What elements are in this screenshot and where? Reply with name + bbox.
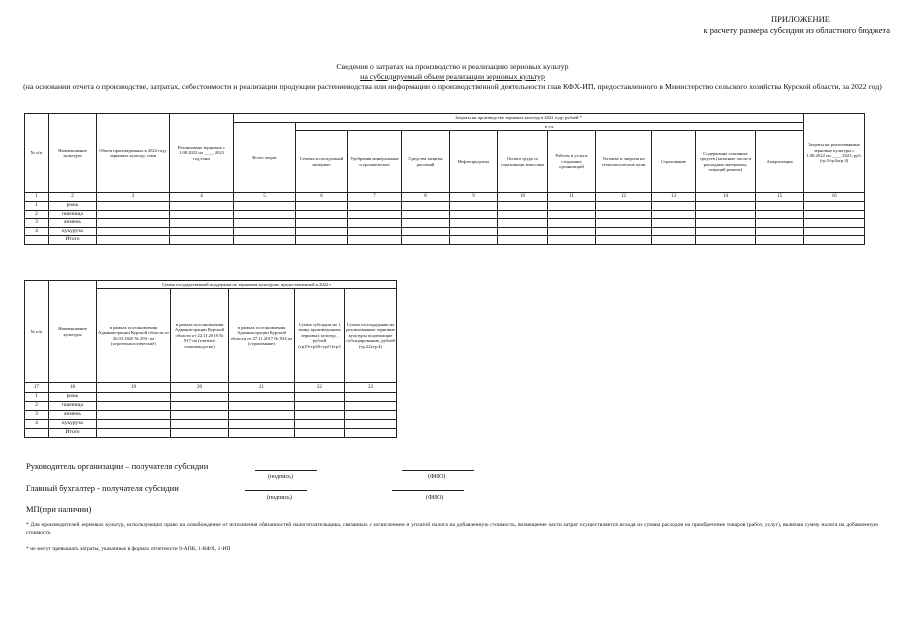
cell[interactable] [97,429,171,438]
col-header-seeds: Семена и посадочный материал [296,131,348,193]
footnote-limit: * не могут превышать затраты, указанные в формах отчетности 9-АПК, 1-КФХ, 1-ИП [26,546,231,552]
table-row [25,202,865,211]
col-number: 21 [229,383,295,393]
col-header-oil: Нефтепродукты [450,131,498,193]
cell[interactable] [450,202,498,211]
cell[interactable] [348,236,402,245]
cell[interactable] [596,227,652,236]
table-row [25,219,865,228]
col-number: 18 [49,383,97,393]
cell[interactable] [229,402,295,411]
cell[interactable] [804,219,865,228]
col-number: 12 [596,193,652,202]
col-header-total: Всего затрат [234,123,296,193]
row-crop-name: рожь [49,393,97,402]
cell[interactable] [170,236,234,245]
cell[interactable] [234,236,296,245]
cell[interactable] [498,202,548,211]
cell[interactable] [402,219,450,228]
cell[interactable] [295,429,345,438]
row-crop-name: пшеница [49,210,97,219]
cell[interactable] [234,202,296,211]
cell[interactable] [498,219,548,228]
cell[interactable] [345,429,397,438]
cell[interactable] [548,210,596,219]
col-number: 19 [97,383,171,393]
table-row [25,420,397,429]
cell[interactable] [498,210,548,219]
cell[interactable] [97,227,170,236]
col-header-protection: Средства защиты растений [402,131,450,193]
head-signature-label: Руководитель организации – получателя субсидии [26,461,209,471]
col-header-volume: Объем произведенных в 2022 году зерновых культур, тонн [97,114,170,193]
cell[interactable] [804,210,865,219]
column-numbers-row [25,383,397,393]
row-crop-name: пшеница [49,402,97,411]
cell[interactable] [345,393,397,402]
cell[interactable] [170,210,234,219]
cell[interactable] [548,202,596,211]
row-crop-name: ячмень [49,219,97,228]
cell[interactable] [402,202,450,211]
table-row [25,393,397,402]
state-support-table [24,280,397,438]
row-no [25,236,49,245]
table-row [25,210,865,219]
col-header-agrotech: в рамках постановления Администрации Курской области от 26.03.2020 № 293- па (агротехнологические) [97,289,171,383]
cell[interactable] [295,420,345,429]
table-row-total [25,429,397,438]
row-no: 3 [25,219,49,228]
cell[interactable] [97,219,170,228]
sub-header-incl: в т.ч. [296,123,804,131]
col-header-amortization: Амортизация [756,131,804,193]
cell[interactable] [295,393,345,402]
cell[interactable] [652,210,696,219]
col-number: 22 [295,383,345,393]
heading-line-1: Сведения о затратах на производство и реализацию зерновых культур [336,62,569,71]
cell[interactable] [234,219,296,228]
cell[interactable] [652,236,696,245]
cell[interactable] [296,227,348,236]
cell[interactable] [756,227,804,236]
row-crop-name: ячмень [49,411,97,420]
cell[interactable] [171,393,229,402]
head-name-caption: (ФИО) [428,474,446,480]
cell[interactable] [652,227,696,236]
cell[interactable] [171,411,229,420]
table-row [25,411,397,420]
accountant-name-caption: (ФИО) [426,495,444,501]
col-number: 17 [25,383,49,393]
col-number: 14 [696,193,756,202]
accountant-signature-line[interactable] [245,490,307,491]
cell[interactable] [229,420,295,429]
document-heading [20,62,885,92]
cell[interactable] [756,236,804,245]
col-header-no: № п/п [25,281,49,383]
cell[interactable] [548,219,596,228]
cell[interactable] [97,393,171,402]
cell[interactable] [229,411,295,420]
cell[interactable] [348,227,402,236]
row-no: 4 [25,227,49,236]
col-number: 3 [97,193,170,202]
appendix-title: ПРИЛОЖЕНИЕ [771,14,830,24]
cell[interactable] [652,202,696,211]
stamp-label: МП(при наличии) [26,504,92,514]
col-header-maintenance: Содержание основных средств (запасные части и расходные материалы, текущий ремонт) [696,131,756,193]
col-header-sold: Реализовано зерновых с 1.08.2022 по ____ 2023 год,тонн [170,114,234,193]
row-no [25,429,49,438]
cell[interactable] [596,236,652,245]
table-row [25,227,865,236]
head-sign-caption: (подпись) [268,474,293,480]
cell[interactable] [596,219,652,228]
accountant-name-line[interactable] [392,490,464,491]
group-header-costs: Затраты на производство зерновых культур в 2022 году, рублей * [234,114,804,123]
cell[interactable] [402,210,450,219]
heading-line-3: (на основании отчета о производстве, затратах, себестоимости и реализации продукции растениеводства или информации о производственной деятельности глав КФХ-ИП, предоставленного в Министерство сельского хозяйства Курской области, за 2022 год) [23,82,882,91]
cell[interactable] [804,202,865,211]
cell[interactable] [229,429,295,438]
cell[interactable] [345,402,397,411]
cell[interactable] [596,210,652,219]
cell[interactable] [756,210,804,219]
cell[interactable] [295,402,345,411]
column-numbers-row [25,193,865,202]
cell[interactable] [97,420,171,429]
appendix-subtitle: к расчету размера субсидии из областного бюджета [703,25,890,35]
heading-line-2: на субсидируемый объем реализации зерновых культур [360,72,545,81]
row-no: 2 [25,402,49,411]
col-number: 15 [756,193,804,202]
col-number: 11 [548,193,596,202]
row-no: 1 [25,202,49,211]
cell[interactable] [97,202,170,211]
footnote-vat: * Для производителей зерновых культур, использующих право на освобождение от исполнения обязанностей налогоплательщика, связанных с исчислением и уплатой налога на добавленную стоимость, возмещение части затрат осуществляется исходя из суммы расходов на приобретение товаров (работ, услуг), включая сумму налога на добавленную стоимость [26,522,878,536]
cell[interactable] [296,236,348,245]
col-header-fuel: Топливо и энергия на технологические цели [596,131,652,193]
cell[interactable] [345,420,397,429]
col-header-wage: Оплата труда со страховыми взносами [498,131,548,193]
col-header-no: № п/п [25,114,49,193]
cell[interactable] [348,219,402,228]
col-number: 7 [348,193,402,202]
col-number: 4 [170,193,234,202]
col-header-name: Наименование культуры [49,281,97,383]
cell[interactable] [402,227,450,236]
cell[interactable] [498,227,548,236]
head-name-line[interactable] [402,470,474,471]
cell[interactable] [296,202,348,211]
table-row [25,402,397,411]
cell[interactable] [756,219,804,228]
col-header-fertilizers: Удобрения минеральные и органические [348,131,402,193]
col-number: 20 [171,383,229,393]
cell[interactable] [804,236,865,245]
col-header-sold-cost: Затраты на реализованные зерновые культуры с 1.08.2022 по ____ 2023, руб. (гр.5/гр3хгр.4) [804,114,865,193]
col-number: 16 [804,193,865,202]
accountant-signature-label: Главный бухгалтер - получателя субсидии [26,483,179,493]
cell[interactable] [652,219,696,228]
row-crop-name: кукуруза [49,227,97,236]
col-number: 10 [498,193,548,202]
cell[interactable] [696,202,756,211]
head-signature-line[interactable] [255,470,317,471]
cell[interactable] [696,236,756,245]
row-no: 3 [25,411,49,420]
cell[interactable] [229,393,295,402]
cell[interactable] [296,210,348,219]
cell[interactable] [450,219,498,228]
row-crop-name: рожь [49,202,97,211]
col-number: 9 [450,193,498,202]
cell[interactable] [348,210,402,219]
row-no: 4 [25,420,49,429]
costs-table [24,113,865,245]
cell[interactable] [696,227,756,236]
col-header-insurance: в рамках постановления Администрации Курской области от 27.11.2017 № 934 па (страхование) [229,289,295,383]
col-header-support-amount: Сумма господдержки на реализованные зерновые культуры подлежащие субсидированию, рублей (гр.22хгр.4) [345,289,397,383]
cell[interactable] [97,402,171,411]
cell[interactable] [804,227,865,236]
cell[interactable] [345,411,397,420]
col-number: 5 [234,193,296,202]
cell[interactable] [596,202,652,211]
cell[interactable] [450,227,498,236]
cell[interactable] [234,227,296,236]
row-crop-name: кукуруза [49,420,97,429]
cell[interactable] [498,236,548,245]
table-row-total [25,236,865,245]
col-header-elite-seeds: в рамках постановления Администрации Курской области от 22.11.2018 № 917-па (элитное семеноводство) [171,289,229,383]
cell[interactable] [170,219,234,228]
cell[interactable] [450,210,498,219]
cell[interactable] [696,219,756,228]
cell[interactable] [548,227,596,236]
accountant-sign-caption: (подпись) [267,495,292,501]
col-header-subsidy-per-ton: Сумма субсидии на 1 тонну произведенных зерновых культур , рублей (гр19+гр20+гр21)/гр3 [295,289,345,383]
col-number: 13 [652,193,696,202]
cell[interactable] [348,202,402,211]
cell[interactable] [171,402,229,411]
cell[interactable] [170,227,234,236]
cell[interactable] [234,210,296,219]
cell[interactable] [756,202,804,211]
cell[interactable] [171,429,229,438]
cell[interactable] [97,210,170,219]
row-crop-name: Итого [49,236,97,245]
cell[interactable] [450,236,498,245]
col-number: 8 [402,193,450,202]
cell[interactable] [97,236,170,245]
cell[interactable] [295,411,345,420]
row-no: 2 [25,210,49,219]
col-header-name: Наименование культуры [49,114,97,193]
cell[interactable] [402,236,450,245]
col-header-insurance: Страхование [652,131,696,193]
col-number: 23 [345,383,397,393]
group-header-support: Сумма государственной поддержки по зерновым культурам, предоставленной в 2022 г [97,281,397,289]
col-header-works: Работы и услуги сторонних организаций [548,131,596,193]
col-number: 6 [296,193,348,202]
cell[interactable] [171,420,229,429]
appendix-header [600,14,890,36]
cell[interactable] [296,219,348,228]
cell[interactable] [97,411,171,420]
cell[interactable] [696,210,756,219]
col-number: 1 [25,193,49,202]
col-number: 2 [49,193,97,202]
row-no: 1 [25,393,49,402]
cell[interactable] [548,236,596,245]
row-crop-name: Итого [49,429,97,438]
cell[interactable] [170,202,234,211]
